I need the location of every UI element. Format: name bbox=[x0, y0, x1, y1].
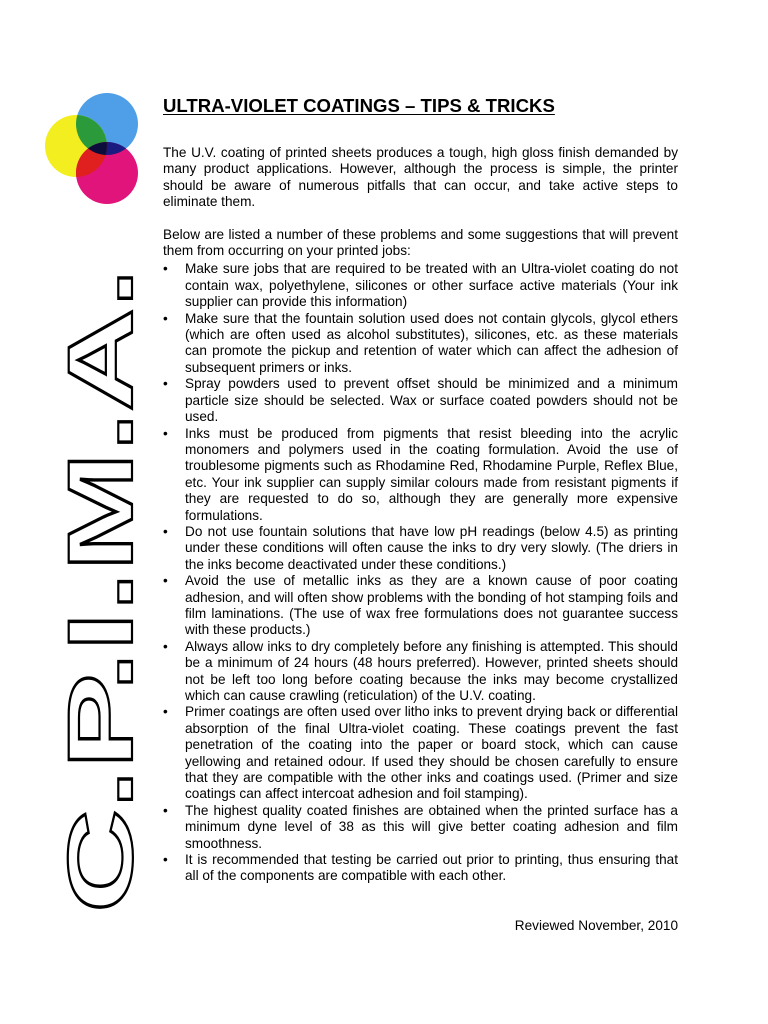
list-item bbox=[163, 261, 678, 310]
tip-text: Inks must be produced from pigments that resist bleeding into the acrylic monomers and polymers used in the coating formulation. Avoid the use of troublesome pigments such as Rhodamine Red, Rhodamine Purple, Reflex Blue, etc. Your ink supplier can supply similar colours made from resistant pigments if they are requested to do so, although they are generally more expensive formulations. bbox=[185, 425, 678, 523]
list-item bbox=[163, 803, 678, 852]
list-item bbox=[163, 704, 678, 802]
page-title: ULTRA-VIOLET COATINGS – TIPS & TRICKS bbox=[163, 95, 555, 116]
tip-text: Always allow inks to dry completely before any finishing is attempted. This should be a minimum of 24 hours (48 hours preferred). However, printed sheets should not be left too long before coating because the inks may become crystallized which can cause crawling (reticulation) of the U.V. coating. bbox=[185, 638, 678, 703]
review-date: Reviewed November, 2010 bbox=[514, 917, 678, 933]
bullet: • bbox=[163, 523, 168, 539]
bullet: • bbox=[163, 852, 168, 868]
bullet: • bbox=[163, 261, 168, 277]
list-item bbox=[163, 524, 678, 573]
vertical-org-name bbox=[50, 268, 152, 918]
bullet: • bbox=[163, 802, 168, 818]
list-item bbox=[163, 376, 678, 425]
intro-paragraph: The U.V. coating of printed sheets produces a tough, high gloss finish demanded by many product applications. However, although the process is simple, the printer should be aware of numerous pitfalls that can occur, and take active steps to eliminate them. bbox=[163, 145, 678, 210]
list-intro-paragraph: Below are listed a number of these problems and some suggestions that will prevent them from occurring on your printed jobs: bbox=[163, 226, 678, 259]
tip-text: Primer coatings are often used over litho inks to prevent drying back or differential absorption of the final Ultra-violet coating. These coatings prevent the fast penetration of the coating into the paper or board stock, which can cause yellowing and retained odour. If used they should be chosen carefully to ensure that they are compatible with the other inks and coatings used. (Primer and size coatings can affect intercoat adhesion and foil stamping). bbox=[185, 704, 678, 802]
list-item bbox=[163, 852, 678, 885]
tip-text: Avoid the use of metallic inks as they are a known cause of poor coating adhesion, and will often show problems with the bonding of hot stamping foils and film laminations. (The use of wax free formulations does not guarantee success with these products.) bbox=[185, 573, 678, 638]
tip-text: Make sure that the fountain solution used does not contain glycols, glycol ethers (which are often used as alcohol substitutes), silicones, etc. as these materials can promote the pickup and retention of water which can affect the adhesion of subsequent primers or inks. bbox=[185, 310, 678, 375]
bullet: • bbox=[163, 638, 168, 654]
tip-text: Make sure jobs that are required to be treated with an Ultra-violet coating do not contain wax, polyethylene, silicones or other surface active materials (Your ink supplier can provide this information) bbox=[185, 261, 678, 310]
list-item bbox=[163, 573, 678, 639]
tip-text: Do not use fountain solutions that have low pH readings (below 4.5) as printing under these conditions will often cause the inks to dry very slowly. (The driers in the inks become deactivated under these conditions.) bbox=[185, 523, 678, 572]
list-item bbox=[163, 426, 678, 524]
bullet: • bbox=[163, 704, 168, 720]
bullet: • bbox=[163, 425, 168, 441]
document-body bbox=[163, 95, 678, 934]
tips-list bbox=[163, 261, 678, 884]
bullet: • bbox=[163, 573, 168, 589]
list-item bbox=[163, 639, 678, 705]
bullet: • bbox=[163, 376, 168, 392]
tip-text: It is recommended that testing be carried out prior to printing, thus ensuring that all of the components are compatible with each other. bbox=[185, 852, 678, 884]
list-item bbox=[163, 311, 678, 377]
bullet: • bbox=[163, 310, 168, 326]
tip-text: The highest quality coated finishes are obtained when the printed surface has a minimum dyne level of 38 as this will give better coating adhesion and film smoothness. bbox=[185, 802, 678, 851]
org-name-text: C.P.I.M.A. bbox=[50, 500, 152, 913]
tip-text: Spray powders used to prevent offset should be minimized and a minimum particle size should be selected. Wax or surface coated powders should not be used. bbox=[185, 376, 678, 425]
color-circles-logo bbox=[38, 92, 144, 206]
